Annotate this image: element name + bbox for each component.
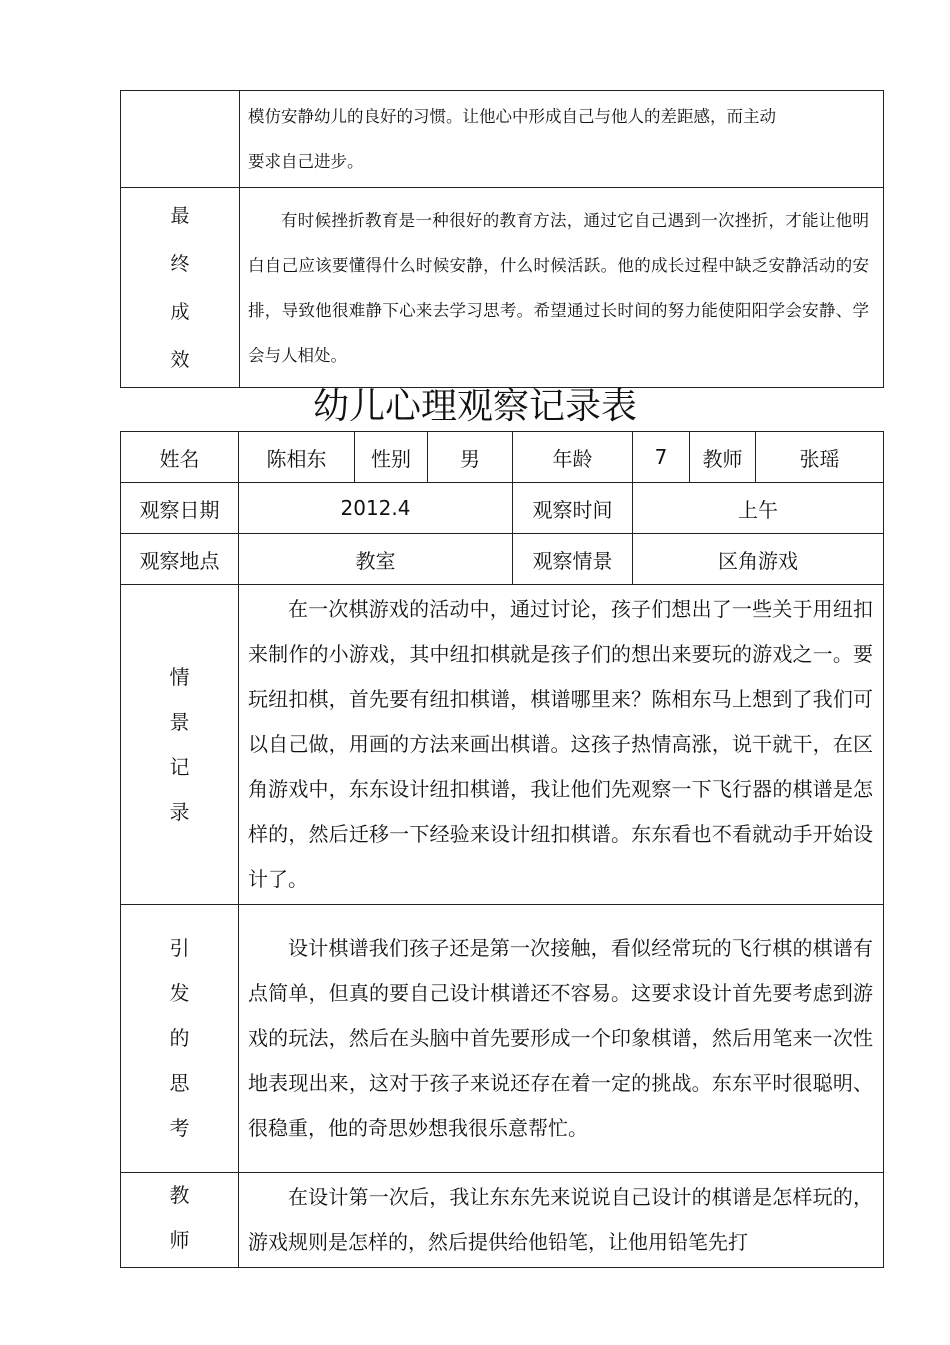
label-char: 考 xyxy=(169,1116,190,1140)
date-label: 观察日期 xyxy=(121,483,239,534)
label-char: 引 xyxy=(169,936,190,960)
teacher-value: 张瑶 xyxy=(756,432,884,483)
situation-label xyxy=(121,585,239,905)
label-char: 发 xyxy=(169,981,190,1005)
name-value: 陈相东 xyxy=(239,432,355,483)
label-char: 思 xyxy=(169,1071,190,1095)
date-value: 2012.4 xyxy=(239,483,513,534)
teacher-section-label xyxy=(121,1173,239,1268)
label-char: 终 xyxy=(170,252,190,275)
label-char: 教 xyxy=(169,1183,190,1207)
label-char: 景 xyxy=(169,709,190,734)
continuation-cell xyxy=(240,91,884,188)
thinking-label xyxy=(121,905,239,1173)
place-label: 观察地点 xyxy=(121,534,239,585)
time-label: 观察时间 xyxy=(513,483,633,534)
document-title: 幼儿心理观察记录表 xyxy=(312,386,637,427)
teacher-label: 教师 xyxy=(690,432,756,483)
label-char: 师 xyxy=(169,1228,190,1252)
observation-record-table xyxy=(120,431,884,1268)
label-char: 成 xyxy=(170,300,190,323)
time-value: 上午 xyxy=(633,483,884,534)
label-char: 情 xyxy=(169,664,190,689)
label-char: 效 xyxy=(170,348,190,371)
scene-label: 观察情景 xyxy=(513,534,633,585)
situation-text: 在一次棋游戏的活动中，通过讨论，孩子们想出了一些关于用纽扣来制作的小游戏，其中纽扣棋就是孩子们的想出来要玩的游戏之一。要玩纽扣棋，首先要有纽扣棋谱，棋谱哪里来？陈相东马上想到了我们可以自己做，用画的方法来画出棋谱。这孩子热情高涨，说干就干，在区角游戏中，东东设计纽扣棋谱，我让他们先观察一下飞行器的棋谱是怎样的，然后迁移一下经验来设计纽扣棋谱。东东看也不看就动手开始设计了。 xyxy=(239,585,884,905)
final-result-text: 有时候挫折教育是一种很好的教育方法，通过它自己遇到一次挫折，才能让他明白自己应该要懂得什么时候安静，什么时候活跃。他的成长过程中缺乏安静活动的安排，导致他很难静下心来去学习思考。希望通过长时间的努力能使阳阳学会安静、学会与人相处。 xyxy=(240,188,884,388)
continuation-line: 模仿安静幼儿的良好的习惯。让他心中形成自己与他人的差距感，而主动 xyxy=(248,107,776,126)
thinking-text: 设计棋谱我们孩子还是第一次接触，看似经常玩的飞行棋的棋谱有点简单，但真的要自己设计棋谱还不容易。这要求设计首先要考虑到游戏的玩法，然后在头脑中首先要形成一个印象棋谱，然后用笔来一次性地表现出来，这对于孩子来说还存在着一定的挑战。东东平时很聪明、很稳重，他的奇思妙想我很乐意帮忙。 xyxy=(239,905,884,1173)
name-label: 姓名 xyxy=(121,432,239,483)
final-result-label xyxy=(121,188,240,388)
gender-label: 性别 xyxy=(355,432,428,483)
label-char: 记 xyxy=(169,754,190,779)
label-char: 最 xyxy=(170,204,190,227)
previous-record-table xyxy=(120,90,884,388)
age-label: 年龄 xyxy=(513,432,633,483)
scene-value: 区角游戏 xyxy=(633,534,884,585)
empty-label-cell xyxy=(121,91,240,188)
label-char: 录 xyxy=(169,799,190,824)
label-char: 的 xyxy=(169,1026,190,1050)
age-value: 7 xyxy=(633,432,690,483)
place-value: 教室 xyxy=(239,534,513,585)
continuation-line: 要求自己进步。 xyxy=(248,152,364,171)
gender-value: 男 xyxy=(428,432,513,483)
teacher-section-text: 在设计第一次后，我让东东先来说说自己设计的棋谱是怎样玩的，游戏规则是怎样的，然后提供给他铅笔，让他用铅笔先打 xyxy=(239,1173,884,1268)
